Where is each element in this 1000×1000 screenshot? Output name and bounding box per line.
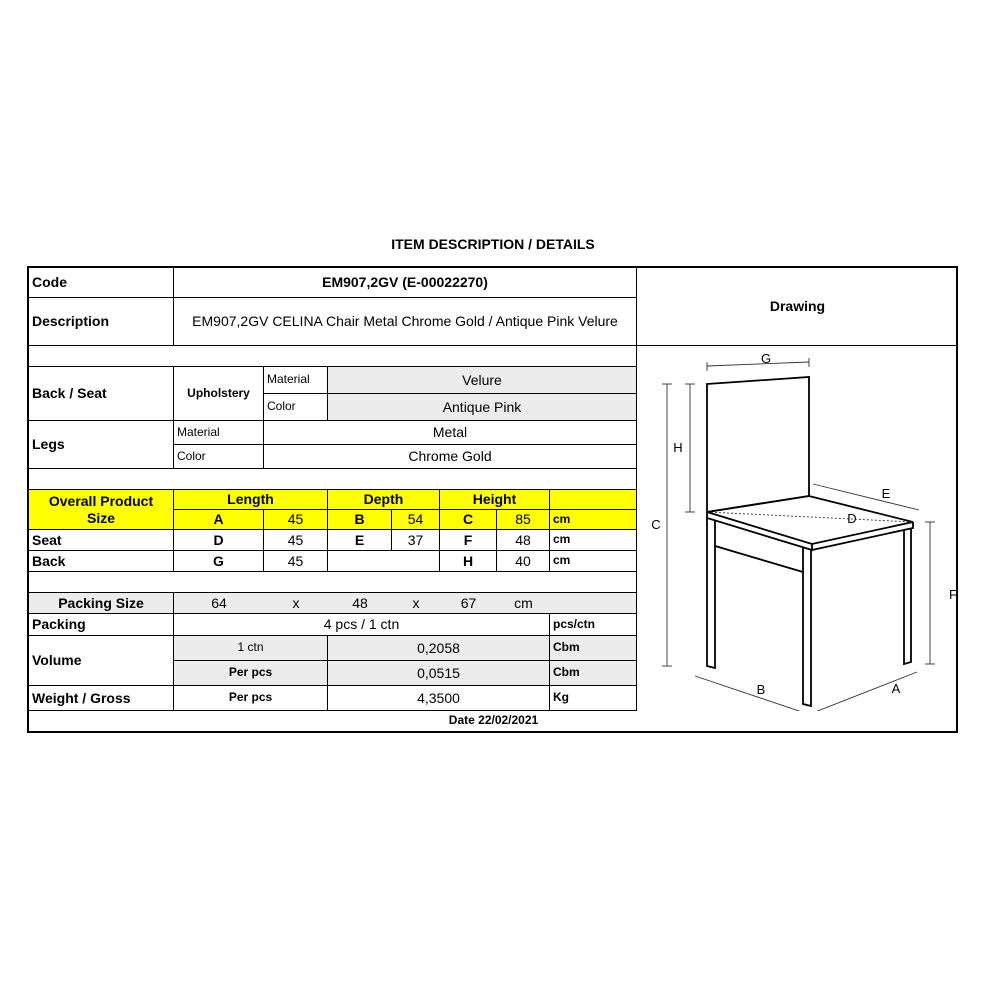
seat-unit: cm [550, 530, 637, 551]
weight-value: 4,3500 [328, 686, 550, 711]
code-value: EM907,2GV (E-00022270) [174, 268, 637, 298]
date-footer: Date 22/02/2021 [448, 713, 539, 728]
chair-leg-back-right [904, 529, 911, 664]
back-seat-color-label: Color [264, 394, 328, 421]
packing-size-depth: 48 [352, 594, 368, 611]
seat-length-letter: D [174, 530, 264, 551]
legs-color-label: Color [174, 445, 264, 469]
page-title: ITEM DESCRIPTION / DETAILS [391, 236, 595, 252]
seat-depth-letter: E [328, 530, 392, 551]
seat-length-value: 45 [264, 530, 328, 551]
volume-value-ctn: 0,2058 [328, 636, 550, 661]
overall-height-letter: C [440, 510, 497, 530]
volume-unit-pcs: Cbm [550, 661, 637, 686]
dim-label-b: B [756, 682, 766, 697]
seat-label: Seat [29, 530, 174, 551]
volume-label: Volume [29, 636, 174, 686]
overall-size-label-line1: Overall Product [48, 493, 154, 510]
packing-size-x2: x [412, 594, 420, 611]
back-length-value: 45 [264, 551, 328, 572]
height-header: Height [440, 490, 550, 510]
legs-label: Legs [29, 421, 174, 469]
blank-row [29, 469, 637, 490]
blank-row [29, 572, 637, 593]
dim-label-e: E [881, 486, 891, 501]
legs-material-label: Material [174, 421, 264, 445]
blank-row [29, 346, 637, 367]
packing-size-values [174, 593, 637, 614]
weight-label: Weight / Gross [29, 686, 174, 711]
packing-size-length: 64 [211, 594, 227, 611]
seat-depth-value: 37 [392, 530, 440, 551]
back-seat-label: Back / Seat [29, 367, 174, 421]
chair-backrest [707, 377, 809, 512]
chair-leg-front-left [707, 518, 715, 668]
description-value: EM907,2GV CELINA Chair Metal Chrome Gold / Antique Pink Velure [174, 298, 637, 346]
dim-label-c: C [651, 517, 661, 532]
overall-size-label [29, 490, 174, 530]
back-seat-material-value: Velure [328, 367, 637, 394]
back-height-value: 40 [497, 551, 550, 572]
seat-height-value: 48 [497, 530, 550, 551]
packing-size-unit: cm [514, 594, 533, 611]
description-label: Description [29, 298, 174, 346]
packing-size-label: Packing Size [29, 593, 174, 614]
code-label: Code [29, 268, 174, 298]
dim-label-a: A [891, 681, 901, 696]
back-unit: cm [550, 551, 637, 572]
dim-label-g: G [760, 351, 772, 366]
length-header: Length [174, 490, 328, 510]
dim-label-h: H [673, 440, 683, 455]
dimension-lines [662, 358, 935, 711]
weight-unit: Kg [550, 686, 637, 711]
packing-unit: pcs/ctn [550, 614, 637, 636]
back-label: Back [29, 551, 174, 572]
chair-leg-front-right [803, 547, 811, 706]
chair-drawing-svg [637, 346, 958, 711]
item-details-sheet [27, 266, 958, 733]
chair-drawing [637, 346, 958, 711]
weight-qty: Per pcs [174, 686, 328, 711]
packing-value: 4 pcs / 1 ctn [174, 614, 550, 636]
legs-material-value: Metal [264, 421, 637, 445]
unit-header [550, 490, 637, 510]
chair-outline [707, 377, 913, 706]
volume-value-pcs: 0,0515 [328, 661, 550, 686]
depth-header: Depth [328, 490, 440, 510]
overall-depth-value: 54 [392, 510, 440, 530]
legs-color-value: Chrome Gold [264, 445, 637, 469]
volume-qty-ctn: 1 ctn [174, 636, 328, 661]
back-length-letter: G [174, 551, 264, 572]
volume-qty-pcs: Per pcs [174, 661, 328, 686]
packing-size-x1: x [292, 594, 300, 611]
overall-height-value: 85 [497, 510, 550, 530]
dim-label-f: F [949, 587, 957, 602]
upholstery-label: Upholstery [174, 367, 264, 421]
overall-unit: cm [550, 510, 637, 530]
dim-label-d: D [847, 511, 857, 526]
overall-length-letter: A [174, 510, 264, 530]
volume-unit-ctn: Cbm [550, 636, 637, 661]
packing-size-height: 67 [460, 594, 477, 611]
back-seat-material-label: Material [264, 367, 328, 394]
back-seat-color-value: Antique Pink [328, 394, 637, 421]
packing-label: Packing [29, 614, 174, 636]
overall-length-value: 45 [264, 510, 328, 530]
overall-depth-letter: B [328, 510, 392, 530]
back-depth-empty [328, 551, 440, 572]
overall-size-label-line2: Size [86, 509, 115, 526]
drawing-header: Drawing [637, 268, 958, 346]
back-height-letter: H [440, 551, 497, 572]
seat-height-letter: F [440, 530, 497, 551]
chair-stretcher [715, 546, 803, 572]
chair-seat [707, 496, 913, 544]
